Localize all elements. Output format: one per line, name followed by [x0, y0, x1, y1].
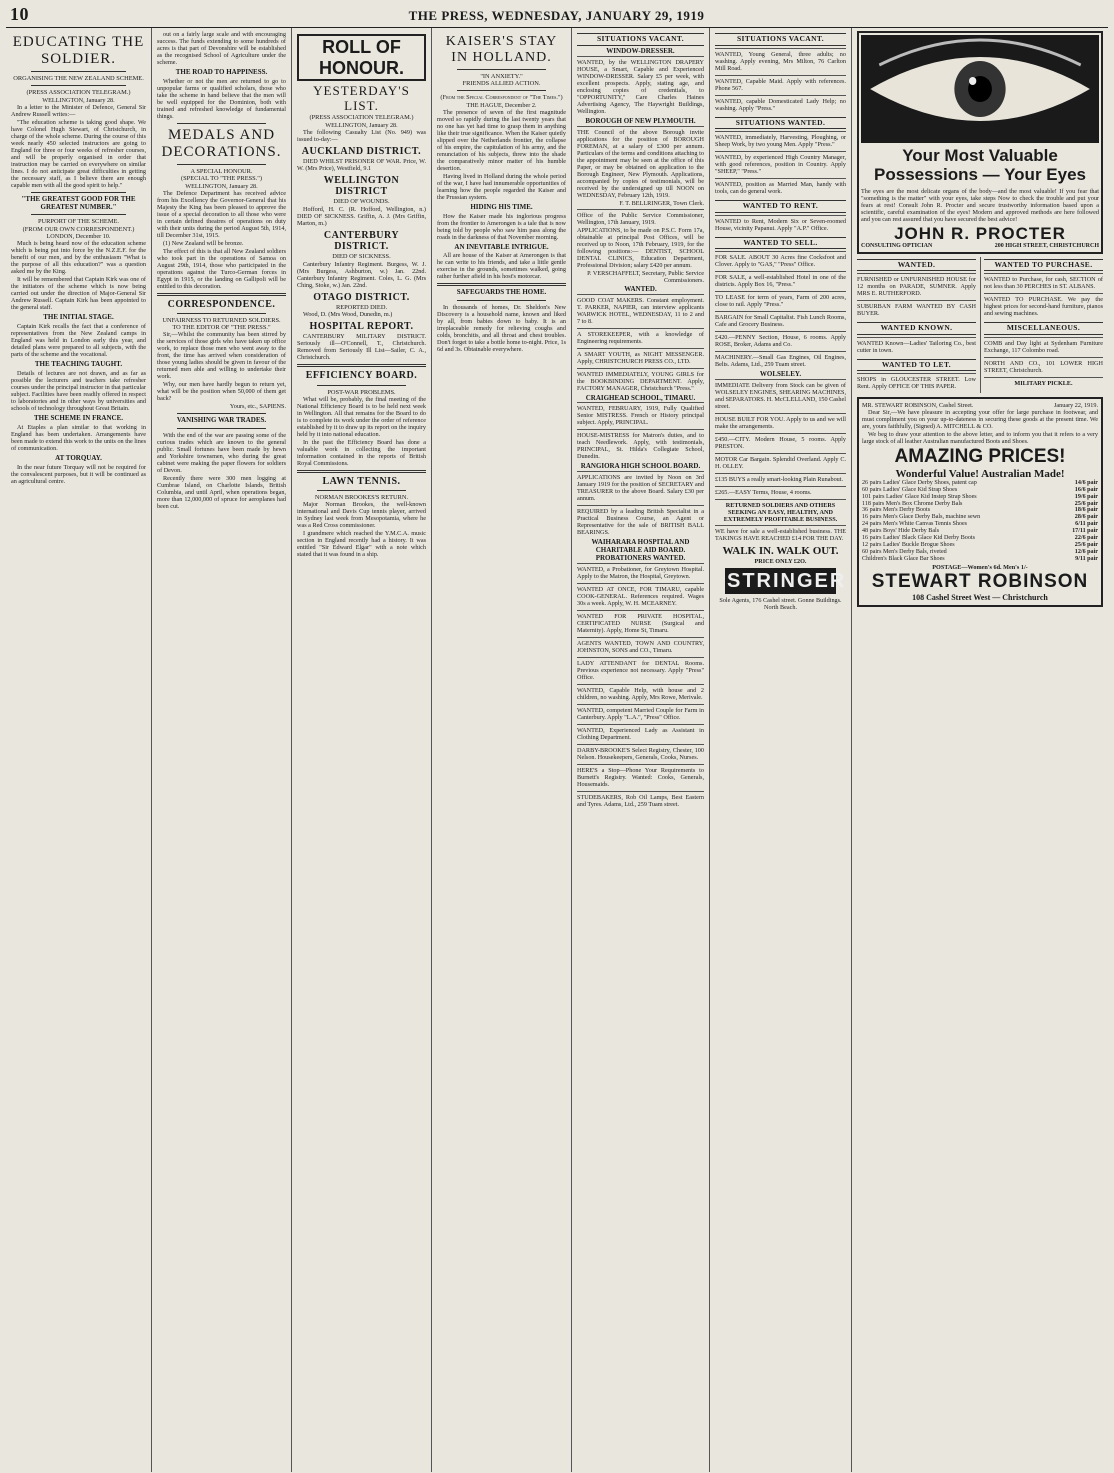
paragraph: Canterbury Infantry Regiment. Burgess, W. J. (Mrs Burgess, Ashburton, w.) Jan. 22nd. Canterbury Infantry Regiment. Coles, L. G. (Mrs Ching, Stoke, w.) Jan. 22nd.: [297, 260, 426, 289]
price-item: 60 pairs Ladies' Glace Kid Strap Shoes: [862, 486, 958, 493]
paragraph: (1) New Zealand will be bronze.: [163, 239, 244, 247]
section-heading: THE TEACHING TAUGHT.: [34, 359, 123, 368]
paragraph: In a letter to the Minister of Defence, General Sir Andrew Russell writes:—: [11, 103, 146, 118]
classified-ad: FOR SALE. ABOUT 30 Acres fine Cocksfoot and Clover. Apply to "GAS," "Press" Office.: [715, 254, 846, 269]
ad-heading: RETURNED SOLDIERS AND OTHERS SEEKING AN EASY, HEALTHY, AND EXTREMELY PROFITABLE BUSINESS.: [715, 499, 846, 525]
postage-note: POSTAGE—Women's 6d. Men's 1/-: [932, 564, 1028, 572]
correspondent-note: (FROM OUR OWN CORRESPONDENT.): [22, 225, 135, 233]
classified-ad: DARBY-BROOKE'S Select Registry, Chester, 100 Nelson. Housekeepers, Generals, Cooks, Nurses.: [577, 747, 704, 762]
section-heading: SITUATIONS VACANT.: [577, 33, 704, 45]
classified-ad: REQUIRED by a leading British Specialist in a Practical Business Course, an Agent or Representative for the sale of BRITISH BALL BEARINGS.: [577, 508, 704, 537]
price-item: 118 pairs Men's Box Chrome Derby Bals: [862, 500, 963, 507]
district-heading: WELLINGTON DISTRICT: [323, 174, 400, 198]
classified-ad: WANTED TO PURCHASE. We pay the highest prices for second-hand furniture, pianos and sewing machines.: [984, 296, 1103, 318]
section-heading: WANTED TO RENT.: [715, 200, 846, 212]
dateline: WELLINGTON, January 28.: [325, 121, 398, 129]
column-2: [152, 28, 292, 1472]
letter-recipient: MR. STEWART ROBINSON, Cashel Street.: [862, 402, 974, 410]
classified-ad: £420.—PENNY Section, House, 6 rooms. Apply ROSE, Broker, Adams and Co.: [715, 334, 846, 349]
article-heading: LAWN TENNIS.: [322, 475, 401, 487]
paragraph: out on a fairly large scale and with encouraging success. The funds extending to some hundreds of acres is that part of Devonshire will be established as the recognised School of Agriculture under the scheme.: [157, 31, 286, 67]
price-row: [862, 494, 1098, 501]
letter-signature: Yours, etc., SAPIENS.: [229, 403, 286, 411]
correspondent-note: (From the Special Correspondent of "The Times."): [440, 94, 563, 102]
paragraph: Hofford, H. C. (R. Hofford, Wellington, n.) DIED OF SICKNESS. Griffin, A. J. (Mrs Griffin, Marton, m.): [297, 205, 426, 227]
price-item: Children's Black Glace Bar Shoes: [862, 555, 945, 562]
district-heading: HOSPITAL REPORT.: [309, 321, 414, 333]
ad-price: PRICE ONLY £2O.: [754, 557, 807, 565]
letter-heading: UNFAIRNESS TO RETURNED SOLDIERS.: [162, 316, 281, 324]
classified-ad: WANTED FOR PRIVATE HOSPITAL, CERTIFICATED NURSE (Surgical and Maternity). Apply, Home St, Timaru.: [577, 613, 704, 635]
article-subheading: "IN ANXIETY.": [480, 72, 523, 80]
classified-ad: WANTED, competent Married Couple for Farm in Canterbury. Apply "L.A.", "Press" Office.: [577, 707, 704, 722]
article-subheading: "THE GREATEST GOOD FOR THE GREATEST NUMBER.": [21, 194, 136, 211]
price-value: 22/6 pair: [1074, 534, 1098, 541]
paragraph: With the end of the war are passing some of the curious trades which are known to the general public. Small fortunes have been made by hewn and Yorkshire townsmen, who during the great cabinet were making the paper flowers for soldiers of Devon.: [157, 432, 286, 475]
stringer-logo: STRINGER: [725, 568, 836, 595]
classified-ad: STUDEBAKERS, Rob Oil Lamps, Best Eastern and Tyres. Adams, Ltd., 259 Tuam street.: [577, 794, 704, 809]
district-heading: CANTERBURY DISTRICT.: [323, 229, 400, 253]
ad-address: Sole Agents, 176 Cashel street. Gonne Buildings. North Beach.: [719, 597, 842, 612]
classified-ad: WANTED, position as Married Man, handy with tools, can do general work.: [715, 181, 846, 196]
classified-ad: A STOREKEEPER, with a knowledge of Engineering requirements.: [577, 330, 704, 345]
price-row: [862, 549, 1098, 556]
classified-ad: FURNISHED or UNFURNISHED HOUSE for 12 months on PARADE, SUMNER. Apply MRS E. RUTHERFORD.: [857, 276, 976, 298]
price-item: 24 pairs Men's White Canvas Tennis Shoes: [862, 521, 968, 528]
classified-ad: £450.—CITY. Modern House, 5 rooms. Apply PRESTON.: [715, 436, 846, 451]
telegram-note: (SPECIAL TO "THE PRESS."): [180, 175, 263, 183]
paragraph: Details of lectures are not drawn, and as far as possible the lecturers and teachers take refresher courses under the principal instructor in that particular subject. Facilities have been readily offered in respect to laboratories and in other ways by universities and schools of technology throughout Great Britain.: [11, 369, 146, 412]
dateline: LONDON, December 10.: [46, 232, 111, 240]
price-value: 14/6 pair: [1074, 479, 1098, 486]
price-row: [862, 542, 1098, 549]
section-heading: SITUATIONS VACANT.: [715, 33, 846, 45]
price-row: [862, 480, 1098, 487]
price-item: 101 pairs Ladies' Glace Kid Instep Strap Shoes: [862, 493, 977, 500]
paragraph: Captain Kirk recalls the fact that a conference of representatives from the New Zealand camps in England was held in London early this year, and detailed plans were prepared to all subjects, with the parts of the scheme and the vocational.: [11, 322, 146, 358]
dateline: WELLINGTON, January 28.: [42, 96, 115, 104]
classified-ad: WANTED to Purchase, for cash, SECTION of not less than 30 PERCHES in ST. ALBANS.: [984, 276, 1103, 291]
classified-ad: GOOD COAT MAKERS. Constant employment. T. PARKER, NAPIER, can interview applicants WARWICK HOTEL, WEDNESDAY, 11 to 2 and 7 to 8.: [577, 296, 704, 325]
paragraph: The following Casualty List (No. 949) was issued to-day:—: [297, 128, 426, 143]
ad-body: We beg to draw your attention to the above letter, and to inform you that it refers to a very large stock of all leather Australian manufactured Boots and Shoes.: [862, 431, 1098, 446]
district-heading: OTAGO DISTRICT.: [313, 291, 410, 303]
price-value: 6/11 pair: [1075, 521, 1098, 528]
article-subheading: FRIENDS ALLIED ACTION.: [462, 80, 541, 88]
telegram-note: (PRESS ASSOCIATION TELEGRAM.): [309, 114, 414, 122]
price-value: 19/6 pair: [1074, 493, 1098, 500]
paragraph: In thousands of homes, Dr. Sheldon's New Discovery is a household name, known and liked by all, from babies down to baby. It is an irreplaceable remedy for relieving coughs and colds, bronchitis, and all throat and chest troubles. Don't forget to take a bottle home to-night. Price, 1s 6d and 3s. Obtainable everywhere.: [437, 304, 566, 354]
article-heading: EFFICIENCY BOARD.: [305, 370, 418, 382]
paragraph: Recently there were 300 men logging at Cumbrae Island, on Charlotte Islands, British Columbia, and until April, when operations began, more than 12,000,000 of spruce for aeroplanes had been cut.: [157, 475, 286, 511]
paragraph: CANTERBURY MILITARY DISTRICT. Seriously ill—O'Connell, T., Christchurch. Removed from Seriously Ill List—Sailer, C. A., Christchurch.: [297, 333, 426, 362]
optician-name: JOHN R. PROCTER: [894, 223, 1066, 243]
classified-ad: BARGAIN for Small Capitalist. Fish Lunch Rooms, Cafe and Grocery Business.: [715, 314, 846, 329]
eye-illustration: [861, 35, 1099, 143]
article-heading: CORRESPONDENCE.: [167, 298, 276, 310]
section-heading: WANTED.: [857, 259, 976, 271]
price-item: 36 pairs Men's Derby Boots: [862, 507, 931, 514]
column-4: [432, 28, 572, 1472]
article-subheading: ORGANISING THE NEW ZEALAND SCHEME.: [13, 75, 144, 83]
price-item: 12 pairs Ladies' Buckle Brogue Shoes: [862, 541, 955, 548]
paragraph: All are house of the Kaiser at Amerongen is that he can write to his friends, and take a little gentle exercise in the grounds, sometimes walked, going rather further afield in his host's motorcar.: [437, 252, 566, 281]
section-heading: WANTED TO PURCHASE.: [984, 259, 1103, 271]
section-heading: WANTED KNOWN.: [857, 322, 976, 334]
column-3: [292, 28, 432, 1472]
classified-ad: SHOPS in GLOUCESTER STREET. Low Rent. Apply OFFICE OF THIS PAPER.: [857, 376, 976, 391]
paragraph: Why, our men have hardly begun to return yet, what will be the position when 50,000 of them get back?: [157, 381, 286, 403]
price-value: 17/11 pair: [1072, 528, 1098, 535]
classified-ad: TO LEASE for term of years, Farm of 200 acres, close to rail. Apply "Press.": [715, 294, 846, 309]
ad-heading: MILITARY PICKLE.: [984, 377, 1103, 389]
price-row: [862, 535, 1098, 542]
classified-ad: APPLICATIONS are invited by Noon on 3rd January 1919 for the position of SECRETARY and TREASURER to the above Board. Salary £30 per annum.: [577, 474, 704, 503]
district-heading: AUCKLAND DISTRICT.: [301, 145, 422, 157]
classified-ad: MACHINERY.—Small Gas Engines, Oil Engines, Belts. Adams, Ltd., 259 Tuam street.: [715, 354, 846, 369]
section-heading: WANTED TO SELL.: [715, 237, 846, 249]
letter-address: TO THE EDITOR OF "THE PRESS.": [172, 324, 271, 332]
price-item: 60 pairs Men's Derby Bals, riveted: [862, 548, 947, 555]
price-item: 48 pairs Boys' Hide Derby Bals: [862, 528, 940, 535]
paragraph: Wood, D. (Mrs Wood, Dunedin, m.): [303, 311, 393, 319]
classified-ad: LADY ATTENDANT for DENTAL Rooms. Previous experience not necessary. Apply "Press" Office.: [577, 660, 704, 682]
article-heading: SAFEGUARDS THE HOME.: [456, 288, 547, 297]
classified-ad: WANTED, by experienced High Country Manager, with good references, position in Country. Apply "SHEEP," "Press.": [715, 154, 846, 176]
article-heading: KAISER'S STAY IN HOLLAND.: [445, 34, 558, 66]
paragraph: At Etaples a plan similar to that working in England has been undertaken. Arrangements have been made to extend this work to the units on the lines of communication.: [11, 423, 146, 452]
classified-ad: Office of the Public Service Commissioner, Wellington, 17th January, 1919.: [577, 211, 704, 226]
section-heading: SITUATIONS WANTED.: [715, 117, 846, 129]
ad-subheadline: Wonderful Value! Australian Made!: [895, 467, 1065, 480]
article-subheading: PURPORT OF THE SCHEME.: [37, 218, 120, 226]
paragraph: Sir,—Whilst the community has been stirred by the services of those girls who have taken up office work, to replace those men who went away to the front, the time has arrived when consideration of those young ladies should be given in favour of the returned men able and willing to undertake their work.: [157, 331, 286, 381]
section-heading: HIDING HIS TIME.: [470, 202, 533, 211]
price-row: [862, 501, 1098, 508]
paragraph: In the past the Efficiency Board has done a valuable work in collecting the important information contained in the reports of British Royal Commissions.: [297, 438, 426, 467]
ad-heading: WANTED.: [624, 284, 657, 293]
paragraph: It will be remembered that Captain Kirk was one of the initiators of the scheme which is now being carried out under the direction of Major-General Sir Andrew Russell. Captain Kirk has been appointed to the general staff.: [11, 275, 146, 311]
price-list: [862, 480, 1098, 563]
price-row: [862, 507, 1098, 514]
price-row: [862, 514, 1098, 521]
ad-heading: WAIHARARA HOSPITAL AND CHARITABLE AID BOARD.: [591, 538, 690, 555]
paragraph: How the Kaiser made his inglorious progress from the frontier to Amerongen is a tale that is now being told by people who saw him pass along the roads in the darkness of that November morning.: [437, 212, 566, 241]
ad-heading: WINDOW-DRESSER.: [606, 46, 675, 55]
casualty-type: REPORTED DIED.: [335, 303, 388, 311]
classified-ad: AGENTS WANTED, TOWN AND COUNTRY, JOHNSTON, SONS and CO., Timaru.: [577, 640, 704, 655]
price-item: 26 pairs Ladies' Glace Derby Shoes, patent cap: [862, 479, 977, 486]
price-value: 12/6 pair: [1074, 548, 1098, 555]
classified-ad: SUBURBAN FARM WANTED BY CASH BUYER.: [857, 303, 976, 318]
letter-body: Dear Sir,—We have pleasure in accepting your offer for large purchase in footwear, and must compliment you on your up-to-dateness in securing these goods at the present time. We are, yours faithfully, (Signed) A. MITCHELL & CO.: [862, 409, 1098, 431]
section-heading: AT TORQUAY.: [55, 453, 102, 462]
article-heading: MEDALS AND DECORATIONS.: [161, 127, 282, 161]
store-name: STEWART ROBINSON: [871, 571, 1089, 593]
classified-ad: WANTED, a Probationer, for Greytown Hospital. Apply to the Matron, the Hospital, Greytown.: [577, 566, 704, 581]
classified-ad: APPLICATIONS, to be made on P.S.C. Form 17a, obtainable at principal Post Offices, will be received up to Noon, 17th February, 1919, for the following positions:— DENTIST, SCHOOL DENTAL CLINICS, Education Department, Professional Division; salary £420 per annum.: [577, 226, 704, 269]
classified-ad: IMMEDIATE Delivery from Stock can be given of WOLSELEY ENGINES, SHEARING MACHINES, and SEPARATORS. H. McCLELLAND, 150 Cashel street.: [715, 382, 846, 411]
ad-tagline: WALK IN. WALK OUT.: [722, 545, 839, 558]
ad-heading: RANGIORA HIGH SCHOOL BOARD.: [580, 462, 701, 471]
stewart-robinson-ad: [857, 397, 1103, 607]
section-heading: THE SCHEME IN FRANCE.: [33, 413, 124, 422]
ad-heading: WOLSELEY.: [759, 370, 802, 379]
classified-ad: WANTED, FEBRUARY, 1919, Fully Qualified Senior MISTRESS. French or History principal subject. Apply, PRINCIPAL.: [577, 405, 704, 427]
ad-signature: P. VERSCHAFFELT, Secretary, Public Service Commissioners.: [587, 269, 704, 284]
classified-ad: £265.—EASY Terms, House, 4 rooms.: [715, 489, 812, 497]
letter-date: January 22, 1919.: [1054, 402, 1098, 410]
paragraph: What will be, probably, the final meeting of the National Efficiency Board is to be held next week in Wellington. All that remains for the Board to do is to complete its work under the order of reference established by it to draw up its report on the inquiry held by it into national education.: [297, 395, 426, 438]
classified-ad: WE have for sale a well-established business. THE TAKINGS HAVE REACHED £14 FOR THE DAY.: [715, 528, 846, 543]
paragraph: In the near future Torquay will not be required for the convalescent purposes, but it will be continued as an agricultural centre.: [11, 463, 146, 485]
classified-ad: WANTED, by the WELLINGTON DRAPERY HOUSE, a Smart, Capable and Experienced WINDOW-DRESSER. Salary £5 per week, with excellent prospects. Apply, stating age, and enclosing copies of credentials, to "OPPORTUNITY," Care Charles Haines Advertising Agency, The Haywright Buildings, Wellington.: [577, 58, 704, 115]
store-address: 108 Cashel Street West — Christchurch: [912, 592, 1048, 602]
ad-heading: CRAIGHEAD SCHOOL, TIMARU.: [585, 393, 696, 402]
paragraph: DIED WHILST PRISONER OF WAR. Price, W. W. (Mrs Price), Westfield, 9.1: [297, 157, 426, 172]
ad-signature: F. T. BELLRINGER, Town Clerk.: [619, 199, 704, 207]
classified-ad: WANTED, Experienced Lady as Assistant in Clothing Department.: [577, 727, 704, 742]
article-heading: VANISHING WAR TRADES.: [176, 416, 267, 425]
ad-body: The eyes are the most delicate organs of the body—and the most valuable! If you fear that "something is the matter" with your eyes, take steps Now to check the trouble and put your fears at rest! Consult John R. Procter and secure trustworthy information based upon a scientific, careful examination of the eyes! Modern and approved methods are here followed and you can rest assured that you have secured the best advice!: [861, 187, 1099, 223]
classified-ad: NORTH AND CO., 101 LOWER HIGH STREET, Christchurch.: [984, 359, 1103, 374]
classified-ad: £135 BUYS a really smart-looking Plain Runabout.: [715, 476, 844, 484]
price-value: 18/6 pair: [1074, 507, 1098, 514]
article-subheading: A SPECIAL HONOUR.: [190, 168, 253, 176]
telegram-note: (PRESS ASSOCIATION TELEGRAM.): [26, 89, 131, 97]
price-value: 28/6 pair: [1074, 514, 1098, 521]
price-value: 25/6 pair: [1074, 500, 1098, 507]
column-7: [852, 28, 1108, 1472]
casualty-type: DIED OF SICKNESS.: [332, 253, 391, 261]
masthead-title: THE PRESS, WEDNESDAY, JANUARY 29, 1919: [408, 8, 705, 23]
paragraph: Much is being heard now of the education scheme which is being put into force by the N.Z.E.F. for the benefit of our men, and by the enthusiasm "What is the purpose of all this education?" was a question asked me by the King.: [11, 239, 146, 275]
paragraph: Having lived in Holland during the whole period of the war, I have had innumerable opportunities of learning how the people regarded the Kaiser and the Prussian system.: [437, 172, 566, 201]
classified-ad: HERE'S a Stop—Phone Your Requirements to Burnett's Registry. Wanted: Cooks, Generals, Housemaids.: [577, 767, 704, 789]
classified-ad: A SMART YOUTH, as NIGHT MESSENGER. Apply, CHRISTCHURCH PRESS CO., LTD.: [577, 350, 704, 365]
classified-ad: WANTED to Rent, Modern Six or Seven-roomed House, vicinity Papanui. Apply "A.P." Office.: [715, 217, 846, 232]
classified-ad: WANTED Known—Ladies' Tailoring Co., best cutter in town.: [857, 339, 976, 354]
price-row: [862, 521, 1098, 528]
roll-of-honour-heading: ROLL OF HONOUR.: [297, 34, 426, 81]
article-subheading: NORMAN BROOKES'S RETURN.: [314, 494, 409, 502]
column-1: [6, 28, 152, 1472]
dateline: WELLINGTON, January 28.: [185, 182, 258, 190]
article-heading: EDUCATING THE SOLDIER.: [12, 34, 145, 68]
classified-ad: WANTED AT ONCE, FOR TIMARU, capable COOK-GENERAL. References required. Wages 30s a week. Apply, W. H. MCEARNEY.: [577, 586, 704, 608]
ad-heading: PROBATIONERS WANTED.: [595, 554, 686, 563]
ad-headline: Your Most Valuable Possessions — Your Eyes: [874, 146, 1086, 185]
paragraph: Whether or not the men are returned to go to unpopular farms or qualified scholars, those who take the scheme in hand believe that the men will be well equipped for the Dominion, both with trained and refreshed knowledge of fundamental things.: [157, 78, 286, 121]
optician-title: CONSULTING OPTICIAN: [861, 242, 933, 249]
classified-ad: WANTED, Capable Maid. Apply with references. Phone 567.: [715, 77, 846, 92]
section-heading: AN INEVITABLE INTRIGUE.: [454, 242, 549, 251]
masthead: [6, 4, 1108, 28]
paragraph: I grandmere which reached the Y.M.C.A. music section in England recently had a history. It was entitled "Sir Edward Elgar" with a note which stated that it was found in a ship.: [297, 530, 426, 559]
classified-ad: WANTED, Young General, three adults; no washing. Apply evening, Mrs Milton, 76 Carlton Mill Road.: [715, 50, 846, 72]
optician-ad: [857, 31, 1103, 253]
price-value: 16/6 pair: [1074, 486, 1098, 493]
section-heading: THE INITIAL STAGE.: [43, 312, 114, 321]
classified-ad: WANTED, Capable Help, with house and 2 children, no washing. Apply, Mrs Rowe, Merivale.: [577, 687, 704, 702]
price-value: 25/6 pair: [1074, 541, 1098, 548]
classified-ad: COMB and Day light at Sydenham Furniture Exchange, 117 Colombo road.: [984, 339, 1103, 354]
column-5: [572, 28, 710, 1472]
paragraph: The effect of this is that all New Zealand soldiers who took part in the operations of Samoa on August 29th, 1914, those who participated in the operations against the Turco-German forces in Egypt in 1915, or the landing on Gallipoli will be entitled to this decoration.: [157, 247, 286, 290]
paragraph: The Defence Department has received advice from his Excellency the Governor-General that his Majesty the King has been pleased to approve the issue of a special decoration to all those who were in certain defined theatres of operations on duty with their units during the period August 5th, 1914, till December 31st, 1915.: [157, 189, 286, 239]
casualty-type: DIED OF WOUNDS.: [333, 198, 390, 206]
classified-ad: THE Council of the above Borough invite applications for the position of BOROUGH FOREMAN, at a salary of £300 per annum. Particulars of the terms and conditions attaching to the appointment may be seen at the office of this Paper, or may be obtained on application to the Borough Engineer, New Plymouth. Applications, accompanied by copies of testimonials, will be received by the undersigned up till NOON on WEDNESDAY, February 12th, 1919.: [577, 128, 704, 199]
price-item: 16 pairs Ladies' Black Glace Kid Derby Boots: [862, 534, 975, 541]
page-number: 10: [10, 4, 29, 24]
price-row: [862, 556, 1098, 563]
paragraph: Major Norman Brookes, the well-known international and Davis Cup tennis player, arrived in Sydney last week from Mesopotamia, where he was a Red Cross commissioner.: [297, 501, 426, 530]
price-row: [862, 487, 1098, 494]
optician-address: 200 HIGH STREET, CHRISTCHURCH: [994, 242, 1099, 249]
classified-ad: HOUSE BUILT FOR YOU. Apply to us and we will make the arrangements.: [715, 416, 846, 431]
price-row: [862, 528, 1098, 535]
paragraph: The presence of seven of the first magnitude moved so rapidly during the last twenty years that no one has yet had time to grasp them in anything like their true significance. When the Kaiser quietly slipped over the Netherlands frontier, the collapse of his empire, the capitulation of his army, and the renunciation of his subjects, threw into the shade the comparatively minor matter of his humble desertion.: [437, 108, 566, 172]
section-heading: THE ROAD TO HAPPINESS.: [175, 68, 268, 77]
classified-ad: HOUSE-MISTRESS for Matron's duties, and to teach Needlework. Apply, with testimonials, PRINCIPAL, St. Hilda's Collegiate School, Dunedin.: [577, 432, 704, 461]
article-subheading: POST-WAR PROBLEMS.: [327, 388, 396, 396]
section-heading: MISCELLANEOUS.: [984, 322, 1103, 334]
ad-heading: BOROUGH OF NEW PLYMOUTH.: [585, 116, 696, 125]
section-heading: WANTED TO LET.: [857, 359, 976, 371]
ad-headline: AMAZING PRICES!: [894, 446, 1066, 468]
paragraph: "The education scheme is taking good shape. We have Colonel Hugh Stewart, of Christchurch, in charge of the whole scheme. During the course of this week nearly 450 selected instructors are going to England for three or four weeks of refresher courses, and will be properly organised in order that instruction may be carried on everywhere on similar lines. I do not anticipate great difficulties in getting the necessary staff, as I believe there are enough capable men with all the good spirit to help.": [11, 118, 146, 189]
price-value: 9/11 pair: [1075, 555, 1098, 562]
article-heading: YESTERDAY'S LIST.: [313, 82, 410, 113]
classified-ad: WANTED IMMEDIATELY, YOUNG GIRLS for the BOOKBINDING DEPARTMENT. Apply, FACTORY MANAGER, Christchurch "Press.": [577, 370, 704, 392]
dateline: THE HAGUE, December 2.: [466, 101, 537, 109]
classified-ad: WANTED, immediately, Harvesting, Ploughing, or Sheep Work, by two young Men. Apply "Press.": [715, 134, 846, 149]
price-item: 16 pairs Men's Glace Derby Bals, machine sewn: [862, 514, 981, 521]
column-6: [710, 28, 852, 1472]
classified-ad: MOTOR Car Bargain. Splendid Overland. Apply C. H. OLLEY.: [715, 456, 846, 471]
classified-ad: WANTED, capable Domesticated Lady Help; no washing. Apply "Press.": [715, 97, 846, 112]
classified-ad: FOR SALE, a well-established Hotel in one of the districts. Apply Box 16, "Press.": [715, 274, 846, 289]
